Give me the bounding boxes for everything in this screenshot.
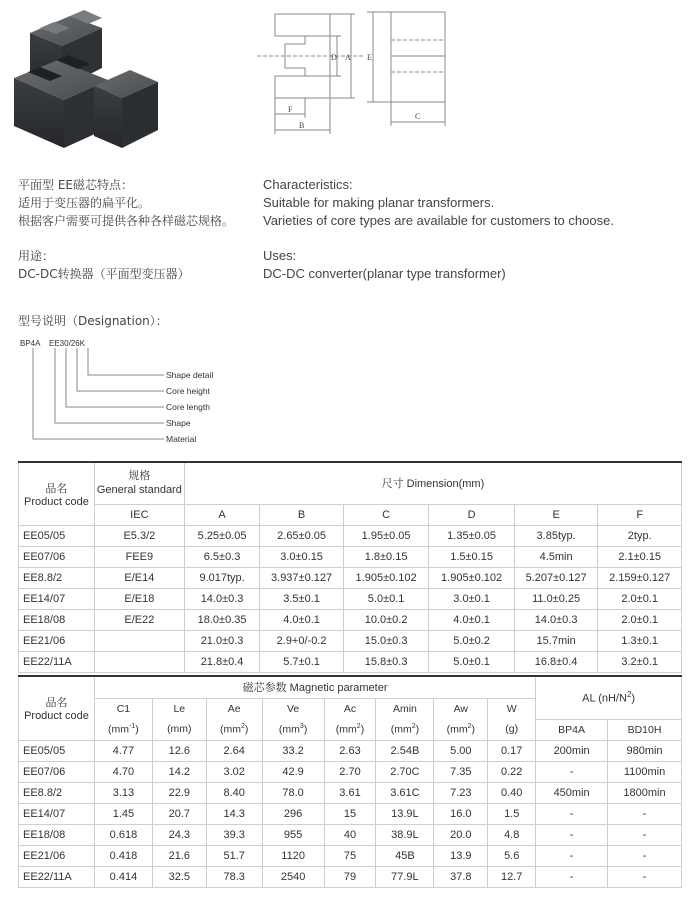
t2-al-header: AL $(nH/N^2)$: [536, 676, 682, 719]
dimension-cell: 1.3±0.1: [598, 630, 682, 651]
dimension-table: [18, 461, 682, 673]
parameter-cell: 2.63: [324, 740, 376, 761]
cn-features-line2: 根据客户需要可提供各种各样磁芯规格。: [18, 214, 235, 228]
t2-product-code-en: Product code: [24, 710, 89, 723]
cn-features-title: 平面型 EE磁芯特点：: [18, 178, 133, 192]
table-row: [19, 740, 682, 761]
ferrite-core-photo: [10, 8, 160, 158]
table-row: [19, 609, 682, 630]
parameter-cell: 1120: [262, 845, 324, 866]
dimension-cell: 3.5±0.1: [260, 588, 344, 609]
parameter-cell: 2.54B: [376, 740, 434, 761]
table-row: [19, 845, 682, 866]
parameter-cell: 5.00: [434, 740, 488, 761]
en-uses-title: Uses:: [263, 248, 297, 263]
dimension-cell: E/E18: [94, 588, 184, 609]
table-row: [19, 525, 682, 546]
parameter-cell: 0.418: [94, 845, 152, 866]
t1-col-b: B: [260, 504, 344, 525]
parameter-cell: 13.9L: [376, 803, 434, 824]
param-unit-cell: (mm): [152, 719, 206, 740]
dimension-cell: 2.9+0/-0.2: [260, 630, 344, 651]
parameter-cell: 1.5: [488, 803, 536, 824]
t1-standard-en: General standard: [96, 484, 182, 497]
dimension-cell: [94, 630, 184, 651]
al-col-header: BD10H: [608, 719, 682, 740]
dimension-cell: 1.95±0.05: [343, 525, 429, 546]
cn-uses-line1: DC-DC转换器（平面型变压器）: [18, 267, 190, 281]
dimension-cell: 9.017typ.: [184, 567, 259, 588]
designation-code-material: BP4A: [20, 339, 41, 348]
table-row: [19, 782, 682, 803]
parameter-cell: -: [608, 866, 682, 887]
dimension-drawing-side: [365, 8, 465, 130]
parameter-cell: 51.7: [206, 845, 262, 866]
param-unit-cell: $(mm^2)$: [376, 719, 434, 740]
table-row: [19, 866, 682, 887]
table-row: [19, 588, 682, 609]
product-code-cell: EE22/11A: [19, 651, 95, 672]
parameter-cell: 38.9L: [376, 824, 434, 845]
t1-body: [19, 525, 682, 672]
param-unit-cell: $(mm^{-1})$: [94, 719, 152, 740]
parameter-cell: 45B: [376, 845, 434, 866]
param-name-cell: Aw: [434, 698, 488, 719]
parameter-cell: -: [536, 824, 608, 845]
parameter-cell: 78.0: [262, 782, 324, 803]
parameter-cell: 2.70C: [376, 761, 434, 782]
dimension-cell: 11.0±0.25: [514, 588, 598, 609]
dimension-cell: 10.0±0.2: [343, 609, 429, 630]
cn-uses-title: 用途：: [18, 249, 55, 263]
parameter-cell: -: [536, 803, 608, 824]
dimension-cell: 6.5±0.3: [184, 546, 259, 567]
t1-standard-cn: 规格: [128, 470, 151, 483]
product-code-cell: EE14/07: [19, 588, 95, 609]
t2-param-units: [19, 719, 682, 740]
label-d: D: [331, 53, 337, 62]
parameter-cell: -: [536, 866, 608, 887]
label-e: E: [367, 53, 372, 62]
dimension-cell: 5.0±0.1: [343, 588, 429, 609]
dimension-cell: E/E14: [94, 567, 184, 588]
t1-col-f: F: [598, 504, 682, 525]
t1-iec-header: IEC: [94, 504, 184, 525]
parameter-cell: 3.61: [324, 782, 376, 803]
parameter-cell: -: [536, 845, 608, 866]
designation-code-shape: EE30/26K: [49, 339, 86, 348]
parameter-cell: 39.3: [206, 824, 262, 845]
parameter-cell: 4.77: [94, 740, 152, 761]
dimension-cell: 3.0±0.15: [260, 546, 344, 567]
designation-title: 型号说明（Designation）：: [18, 314, 168, 328]
parameter-cell: 0.40: [488, 782, 536, 803]
dimension-cell: E/E22: [94, 609, 184, 630]
dimension-cell: [94, 651, 184, 672]
dimension-cell: 21.0±0.3: [184, 630, 259, 651]
t1-col-e: E: [514, 504, 598, 525]
dimension-cell: 3.937±0.127: [260, 567, 344, 588]
dimension-cell: 3.0±0.1: [429, 588, 515, 609]
dimension-cell: 5.25±0.05: [184, 525, 259, 546]
dimension-cell: 4.5min: [514, 546, 598, 567]
dimension-cell: 2.159±0.127: [598, 567, 682, 588]
dimension-cell: 5.0±0.1: [429, 651, 515, 672]
dimension-cell: 2.0±0.1: [598, 588, 682, 609]
product-code-cell: EE14/07: [19, 803, 95, 824]
parameter-cell: 22.9: [152, 782, 206, 803]
param-name-cell: Ve: [262, 698, 324, 719]
dimension-cell: 18.0±0.35: [184, 609, 259, 630]
dimension-cell: 2.65±0.05: [260, 525, 344, 546]
param-name-cell: Ae: [206, 698, 262, 719]
dimension-cell: 14.0±0.3: [184, 588, 259, 609]
parameter-cell: 5.6: [488, 845, 536, 866]
table-row: [19, 546, 682, 567]
param-name-cell: W: [488, 698, 536, 719]
dimension-cell: FEE9: [94, 546, 184, 567]
table-row: [19, 630, 682, 651]
parameter-cell: 14.3: [206, 803, 262, 824]
table-row: [19, 651, 682, 672]
parameter-cell: 200min: [536, 740, 608, 761]
parameter-cell: 450min: [536, 782, 608, 803]
dimension-drawing-front: [255, 6, 365, 136]
parameter-cell: 78.3: [206, 866, 262, 887]
parameter-cell: 980min: [608, 740, 682, 761]
table-row: [19, 803, 682, 824]
parameter-cell: -: [608, 803, 682, 824]
product-code-cell: EE18/08: [19, 824, 95, 845]
label-c: C: [415, 112, 421, 121]
product-code-cell: EE05/05: [19, 740, 95, 761]
t2-product-code-cn: 品名: [45, 697, 68, 710]
header-figures: [0, 0, 700, 160]
parameter-cell: 2.70: [324, 761, 376, 782]
dimension-cell: 21.8±0.4: [184, 651, 259, 672]
parameter-cell: 1.45: [94, 803, 152, 824]
table-row: [19, 824, 682, 845]
dimension-cell: 2typ.: [598, 525, 682, 546]
designation-label-material: Material: [166, 434, 197, 444]
parameter-cell: 13.9: [434, 845, 488, 866]
param-name-cell: Le: [152, 698, 206, 719]
product-code-cell: EE07/06: [19, 761, 95, 782]
product-code-cell: EE05/05: [19, 525, 95, 546]
param-name-cell: Amin: [376, 698, 434, 719]
t1-product-code-en: Product code: [24, 495, 89, 508]
dimension-cell: 1.905±0.102: [343, 567, 429, 588]
designation-label-core-height: Core height: [166, 386, 210, 396]
designation-label-shape-detail: Shape detail: [166, 370, 214, 380]
en-features-line2: Varieties of core types are available for customers to choose.: [263, 213, 614, 228]
dimension-cell: 4.0±0.1: [260, 609, 344, 630]
t1-product-code-header: [19, 462, 95, 525]
dimension-cell: 1.35±0.05: [429, 525, 515, 546]
parameter-cell: 20.0: [434, 824, 488, 845]
product-code-cell: EE8.8/2: [19, 782, 95, 803]
al-col-header: BP4A: [536, 719, 608, 740]
dimension-cell: 15.8±0.3: [343, 651, 429, 672]
product-code-cell: EE18/08: [19, 609, 95, 630]
dimension-cell: 5.207±0.127: [514, 567, 598, 588]
magnetic-parameter-table: [18, 675, 682, 888]
parameter-cell: 0.414: [94, 866, 152, 887]
param-unit-cell: (g): [488, 719, 536, 740]
parameter-cell: 33.2: [262, 740, 324, 761]
param-unit-cell: $(mm^2)$: [206, 719, 262, 740]
cn-features-line1: 适用于变压器的扁平化。: [18, 196, 151, 210]
label-a: A: [345, 53, 351, 62]
parameter-cell: 7.23: [434, 782, 488, 803]
parameter-cell: 2540: [262, 866, 324, 887]
parameter-cell: 0.17: [488, 740, 536, 761]
parameter-cell: 32.5: [152, 866, 206, 887]
dimension-cell: 4.0±0.1: [429, 609, 515, 630]
dimension-cell: 1.5±0.15: [429, 546, 515, 567]
t2-magnetic-header: 磁芯参数 Magnetic parameter: [94, 676, 535, 698]
parameter-cell: 14.2: [152, 761, 206, 782]
parameter-cell: 15: [324, 803, 376, 824]
parameter-cell: 4.8: [488, 824, 536, 845]
parameter-cell: 296: [262, 803, 324, 824]
designation-label-core-length: Core length: [166, 402, 210, 412]
parameter-cell: 42.9: [262, 761, 324, 782]
t1-col-d: D: [429, 504, 515, 525]
table-row: [19, 567, 682, 588]
parameter-cell: 20.7: [152, 803, 206, 824]
parameter-cell: 4.70: [94, 761, 152, 782]
dimension-cell: 2.0±0.1: [598, 609, 682, 630]
dimension-cell: 14.0±0.3: [514, 609, 598, 630]
parameter-cell: -: [608, 824, 682, 845]
parameter-cell: 1100min: [608, 761, 682, 782]
parameter-cell: -: [536, 761, 608, 782]
t1-col-a: A: [184, 504, 259, 525]
parameter-cell: 2.64: [206, 740, 262, 761]
parameter-cell: 3.02: [206, 761, 262, 782]
parameter-cell: 79: [324, 866, 376, 887]
parameter-cell: 3.13: [94, 782, 152, 803]
parameter-cell: 955: [262, 824, 324, 845]
parameter-cell: 24.3: [152, 824, 206, 845]
param-unit-cell: $(mm^2)$: [324, 719, 376, 740]
parameter-cell: 12.7: [488, 866, 536, 887]
dimension-cell: 5.7±0.1: [260, 651, 344, 672]
en-features-title: Characteristics:: [263, 177, 353, 192]
dimension-cell: 3.2±0.1: [598, 651, 682, 672]
t2-product-code-header: [19, 676, 95, 740]
t1-dimension-header: 尺寸 Dimension(mm): [184, 462, 681, 504]
product-code-cell: EE21/06: [19, 845, 95, 866]
product-code-cell: EE8.8/2: [19, 567, 95, 588]
t1-col-c: C: [343, 504, 429, 525]
parameter-cell: 77.9L: [376, 866, 434, 887]
param-unit-cell: $(mm^2)$: [434, 719, 488, 740]
product-code-cell: EE07/06: [19, 546, 95, 567]
en-uses-line1: DC-DC converter(planar type transformer): [263, 266, 506, 281]
parameter-cell: 75: [324, 845, 376, 866]
dimension-cell: E5.3/2: [94, 525, 184, 546]
parameter-cell: 7.35: [434, 761, 488, 782]
label-f: F: [288, 105, 293, 114]
product-code-cell: EE22/11A: [19, 866, 95, 887]
dimension-cell: 15.0±0.3: [343, 630, 429, 651]
parameter-cell: 0.22: [488, 761, 536, 782]
product-code-cell: EE21/06: [19, 630, 95, 651]
t1-product-code-cn: 品名: [45, 482, 68, 495]
parameter-cell: 12.6: [152, 740, 206, 761]
designation-leader-lines: [0, 340, 170, 450]
designation-label-shape: Shape: [166, 418, 191, 428]
param-unit-cell: $(mm^3)$: [262, 719, 324, 740]
table-row: [19, 761, 682, 782]
parameter-cell: 1800min: [608, 782, 682, 803]
dimension-cell: 15.7min: [514, 630, 598, 651]
dimension-cell: 2.1±0.15: [598, 546, 682, 567]
en-features-line1: Suitable for making planar transformers.: [263, 195, 495, 210]
dimension-cell: 1.905±0.102: [429, 567, 515, 588]
parameter-cell: -: [608, 845, 682, 866]
parameter-cell: 16.0: [434, 803, 488, 824]
parameter-cell: 8.40: [206, 782, 262, 803]
parameter-cell: 40: [324, 824, 376, 845]
dimension-cell: 16.8±0.4: [514, 651, 598, 672]
parameter-cell: 0.618: [94, 824, 152, 845]
dimension-cell: 3.85typ.: [514, 525, 598, 546]
parameter-cell: 21.6: [152, 845, 206, 866]
t2-body: [19, 740, 682, 887]
param-name-cell: C1: [94, 698, 152, 719]
t1-standard-header: [94, 462, 184, 504]
dimension-cell: 5.0±0.2: [429, 630, 515, 651]
dimension-cell: 1.8±0.15: [343, 546, 429, 567]
param-name-cell: Ac: [324, 698, 376, 719]
label-b: B: [299, 121, 305, 130]
parameter-cell: 3.61C: [376, 782, 434, 803]
parameter-cell: 37.8: [434, 866, 488, 887]
